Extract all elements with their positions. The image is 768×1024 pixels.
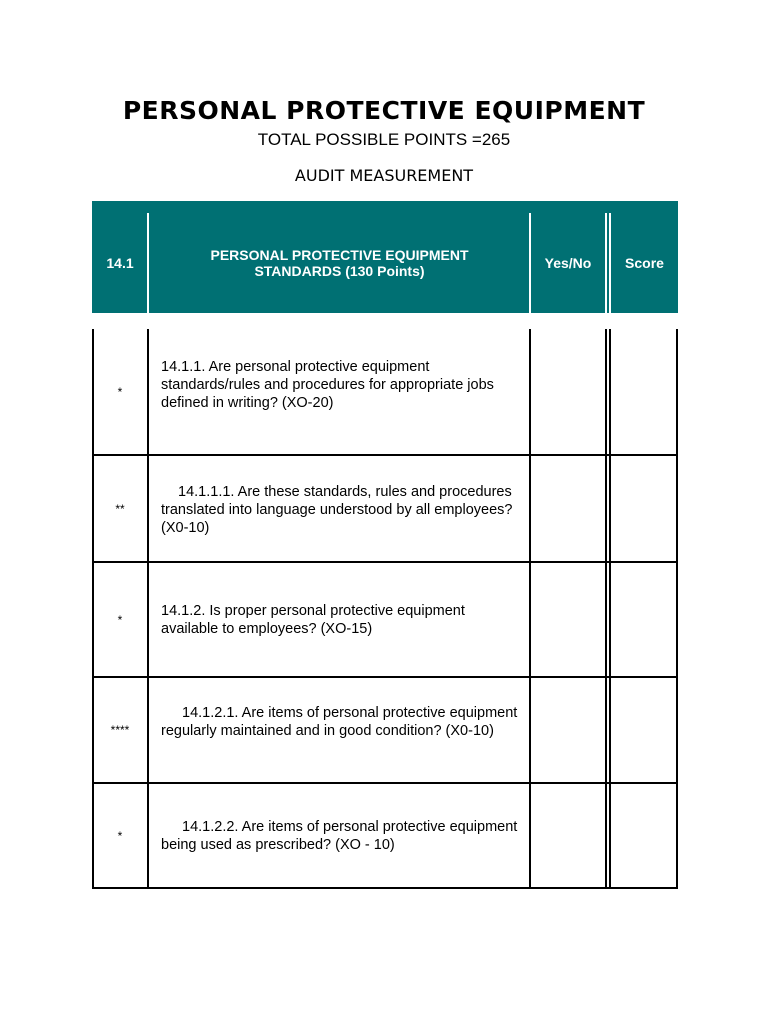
priority-mark: * xyxy=(117,384,123,399)
table-header xyxy=(92,201,678,313)
audit-question: 14.1.1. Are personal protective equipment standards/rules and procedures for appropriate jobs defined in writing? (XO-20) xyxy=(161,359,494,411)
header-standards xyxy=(149,213,530,313)
table-row xyxy=(92,456,678,561)
priority-mark: * xyxy=(117,612,123,627)
header-section-number: 14.1 xyxy=(106,255,134,271)
audit-question: 14.1.2.2. Are items of personal protective equipment being used as prescribed? (XO - 10) xyxy=(161,819,518,853)
header-divider xyxy=(605,213,607,313)
table-row xyxy=(92,563,678,676)
header-standards-line1: PERSONAL PROTECTIVE EQUIPMENT xyxy=(210,247,469,263)
header-yes-no: Yes/No xyxy=(544,255,592,271)
audit-question: 14.1.2.1. Are items of personal protective equipment regularly maintained and in good condition? (X0-10) xyxy=(161,705,518,739)
audit-question: 14.1.1.1. Are these standards, rules and procedures translated into language understood by all employees?(X0-10) xyxy=(161,484,513,536)
priority-mark: * xyxy=(117,828,123,843)
priority-mark: ** xyxy=(115,501,125,516)
audit-question: 14.1.2. Is proper personal protective equipment available to employees? (XO-15) xyxy=(161,603,465,637)
header-standards-line2: STANDARDS (130 Points) xyxy=(254,263,425,279)
audit-subtitle: AUDIT MEASUREMENT xyxy=(294,166,474,185)
document-title: PERSONAL PROTECTIVE EQUIPMENT xyxy=(122,96,646,125)
table-row xyxy=(92,784,678,887)
table-border-bottom xyxy=(92,887,678,889)
audit-table-body xyxy=(92,329,678,889)
priority-mark: **** xyxy=(110,723,130,737)
header-score: Score xyxy=(625,255,664,271)
table-row xyxy=(92,678,678,782)
header-top-band xyxy=(92,201,678,213)
table-row xyxy=(92,329,678,454)
total-points: TOTAL POSSIBLE POINTS =265 xyxy=(257,130,511,149)
